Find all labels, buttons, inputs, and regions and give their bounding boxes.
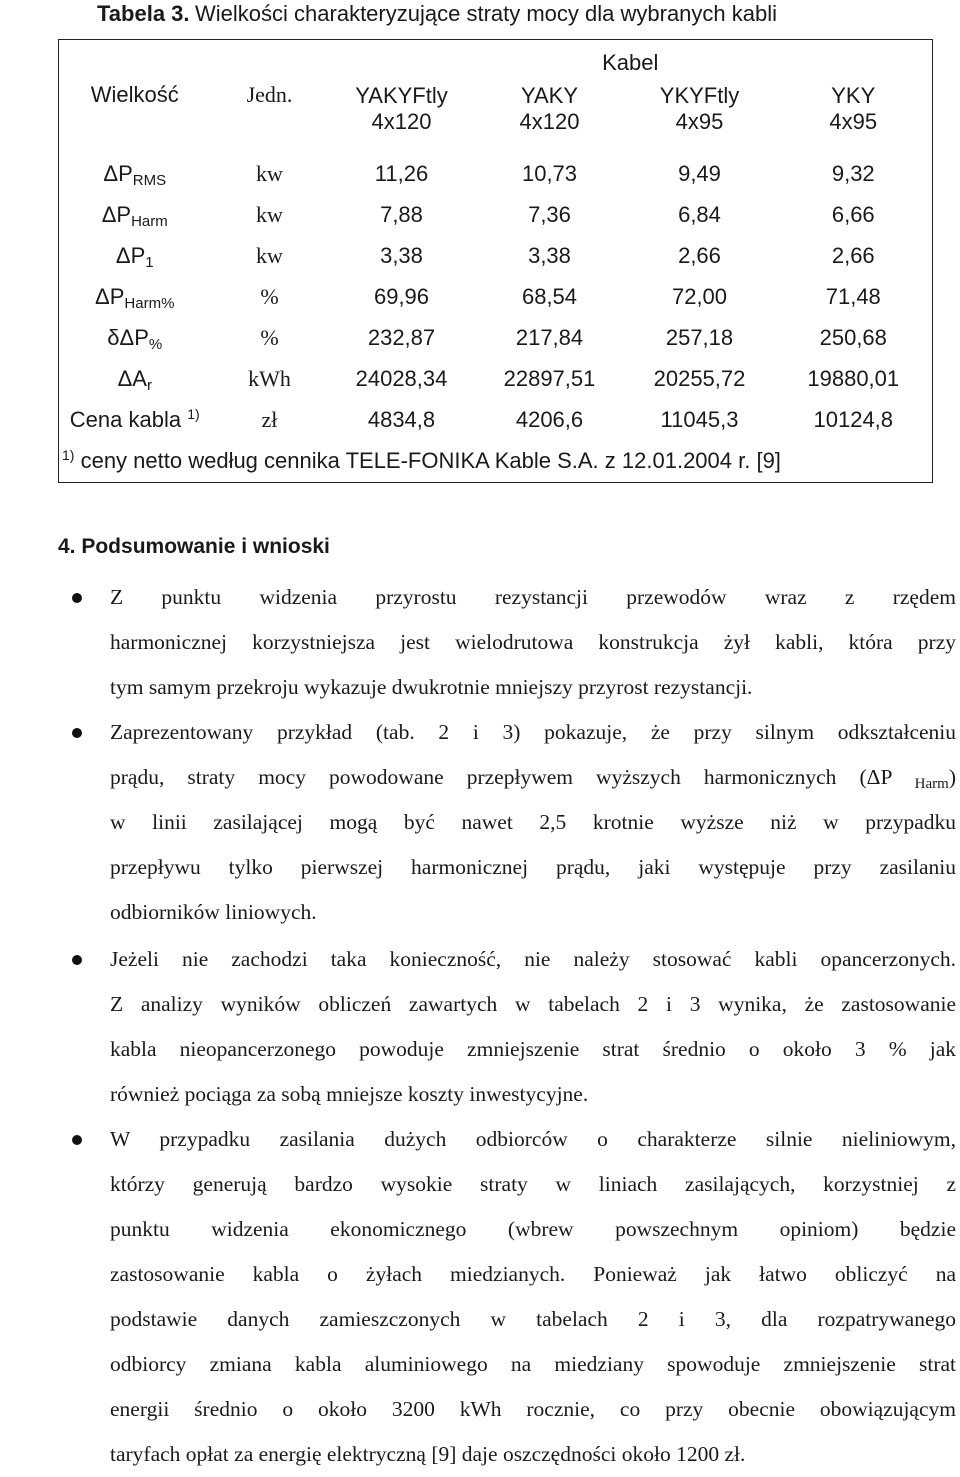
paragraph-line: prądu, straty mocy powodowane przepływem wyższych harmonicznych (ΔP $_{Harm}$) [110, 765, 956, 792]
list-item [110, 710, 956, 935]
table-cell: 11,26 [374, 160, 429, 186]
header-quantity: Wielkość [90, 82, 179, 107]
table-cell: 257,18 [665, 324, 734, 350]
table-cell: 3,38 [528, 242, 571, 268]
table-cell: 2,66 [831, 242, 875, 268]
table-row [59, 317, 933, 358]
table-cell: 6,66 [831, 201, 875, 227]
table-cell: 9,32 [831, 160, 875, 186]
header-cable: YAKY 4x120 [519, 83, 580, 134]
table-cell: 22897,51 [503, 365, 596, 391]
paragraph-line: harmonicznej korzystniejsza jest wielodrutowa konstrukcja żył kabli, która przy [110, 630, 956, 654]
row-quantity: $\Delta P_1$ [115, 242, 154, 271]
paragraph-line: zastosowanie kabla o żyłach miedzianych. Ponieważ jak łatwo obliczyć na [110, 1262, 956, 1286]
paragraph-line: tym samym przekroju wykazuje dwukrotnie mniejszy przyrost rezystancji. [110, 675, 753, 699]
row-quantity: $\Delta P_{RMS}$ [103, 160, 167, 189]
table-cell: 19880,01 [807, 365, 900, 391]
paragraph-line: Jeżeli nie zachodzi taka konieczność, nie należy stosować kabli opancerzonych. [110, 947, 956, 971]
table-caption-label: Tabela 3. [97, 1, 190, 26]
paragraph-line: energii średnio o około 3200 kWh rocznie, co przy obecnie obowiązującym [110, 1397, 956, 1421]
paragraph-line: którzy generują bardzo wysokie straty w liniach zasilających, korzystniej z [110, 1172, 956, 1196]
row-price-label: Cena kabla $^{1)}$ [69, 405, 200, 432]
table-row-price [59, 399, 933, 440]
list-item [110, 1117, 956, 1477]
table-header-row [59, 40, 933, 84]
header-unit: Jedn. [246, 82, 293, 107]
table-cell: 7,36 [528, 201, 571, 227]
row-unit: % [260, 283, 279, 309]
header-cable-group: Kabel [602, 49, 659, 75]
paragraph-line: w linii zasilającej mogą być nawet 2,5 krotnie wyższe niż w przypadku [110, 810, 956, 834]
table-cell: 71,48 [825, 283, 881, 309]
table-caption-text: Wielkości charakteryzujące straty mocy dla wybranych kabli [195, 1, 778, 26]
paragraph-line: podstawie danych zamieszczonych w tabelach 2 i 3, dla rozpatrywanego [110, 1307, 956, 1331]
bullet-dot [72, 728, 82, 738]
table-cell: 68,54 [521, 283, 578, 309]
paragraph-line: taryfach opłat za energię elektryczną [9] daje oszczędności około 1200 zł. [110, 1442, 746, 1466]
table-cell: 4834,8 [367, 406, 436, 432]
table-cell: 2,66 [678, 242, 721, 268]
table-footnote-row [59, 440, 933, 483]
paragraph-line: punktu widzenia ekonomicznego (wbrew powszechnym opiniom) będzie [110, 1217, 956, 1241]
table-cell: 232,87 [367, 324, 436, 350]
bullet-dot [72, 593, 82, 603]
table-cell: 7,88 [380, 201, 423, 227]
header-cable: YKYFtly 4x95 [659, 83, 740, 134]
table-cell: 10,73 [521, 160, 578, 186]
table-row [59, 153, 933, 194]
list-item [110, 575, 956, 710]
table-cell: 20255,72 [653, 365, 746, 391]
paragraph-line: odbiorników liniowych. [110, 900, 317, 924]
paragraph-line: Z punktu widzenia przyrostu rezystancji przewodów wraz z rzędem [110, 585, 956, 609]
header-cable: YAKYFtly 4x120 [355, 83, 448, 134]
paragraph-line: kabla nieopancerzonego powoduje zmniejszenie strat średnio o około 3 % jak [110, 1037, 956, 1061]
table-row [59, 358, 933, 399]
row-unit: kw [256, 201, 283, 227]
cable-loss-table [58, 39, 933, 483]
table-cell: 24028,34 [355, 365, 448, 391]
section-title: 4. Podsumowanie i wnioski [58, 535, 330, 558]
row-quantity: $\Delta A_r$ [117, 365, 152, 394]
bullet-dot [72, 955, 82, 965]
row-quantity: δΔP$_{\%}$ [107, 324, 163, 353]
list-item [110, 937, 956, 1117]
row-quantity: $\Delta P_{Harm\%}$ [95, 283, 175, 312]
row-unit: kw [256, 160, 283, 186]
table-row [59, 235, 933, 276]
row-unit: % [260, 324, 279, 350]
table-cell: 10124,8 [813, 406, 894, 432]
table-row [59, 194, 933, 235]
paragraph-line: Z analizy wyników obliczeń zawartych w tabelach 2 i 3 wynika, że zastosowanie [110, 992, 956, 1016]
table-cell: 250,68 [819, 324, 887, 350]
table-footnote: $^{1)}$ ceny netto według cennika TELE-FONIKA Kable S.A. z 12.01.2004 r. [9] [62, 447, 781, 473]
paragraph-line: W przypadku zasilania dużych odbiorców o charakterze silnie nieliniowym, [110, 1127, 956, 1151]
row-unit: zł [261, 406, 278, 432]
paragraph-line: Zaprezentowany przykład (tab. 2 i 3) pokazuje, że przy silnym odkształceniu [110, 720, 956, 744]
table-caption [97, 0, 777, 28]
table-row [59, 276, 933, 317]
bullet-dot [72, 1135, 82, 1145]
table-cell: 72,00 [671, 283, 728, 309]
row-quantity: $\Delta P_{Harm}$ [101, 201, 168, 230]
table-cell: 69,96 [373, 283, 430, 309]
paragraph-line: odbiorcy zmiana kabla aluminiowego na miedziany spowoduje zmniejszenie strat [110, 1352, 956, 1376]
row-unit: kWh [248, 365, 291, 391]
table-cell: 217,84 [515, 324, 584, 350]
table-cell: 11045,3 [660, 406, 739, 432]
table-cell: 4206,6 [515, 406, 584, 432]
paragraph-line: przepływu tylko pierwszej harmonicznej prądu, jaki występuje przy zasilaniu [110, 855, 956, 879]
paragraph-line: również pociąga za sobą mniejsze koszty inwestycyjne. [110, 1082, 589, 1106]
table-cell: 3,38 [380, 242, 423, 268]
row-unit: kw [256, 242, 283, 268]
header-cable: YKY 4x95 [829, 83, 878, 134]
table-cell: 6,84 [678, 201, 721, 227]
table-cell: 9,49 [678, 160, 721, 186]
